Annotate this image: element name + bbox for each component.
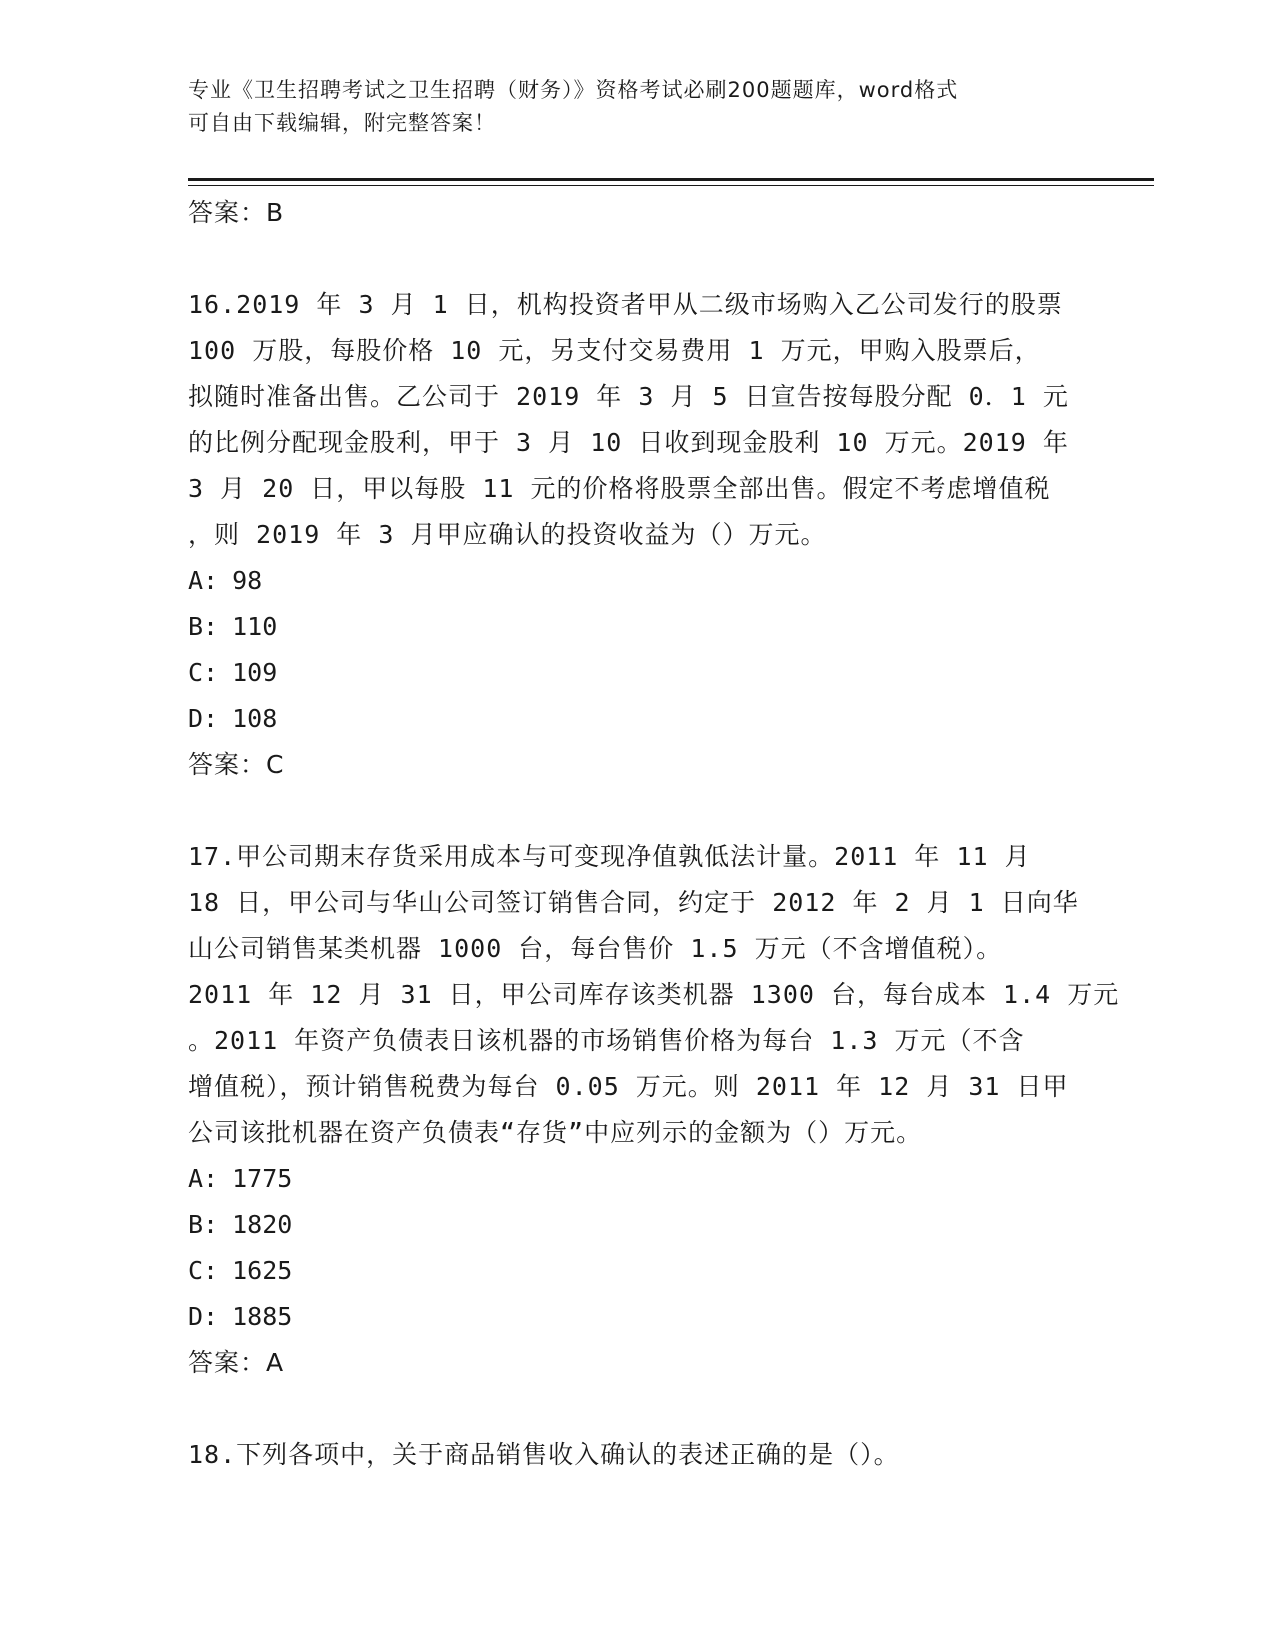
option-value: 1625 bbox=[232, 1256, 293, 1285]
option-value: 1775 bbox=[232, 1164, 293, 1193]
header-divider-thick bbox=[188, 178, 1154, 181]
question-stem-line: 16.2019 年 3 月 1 日，机构投资者甲从二级市场购入乙公司发行的股票 bbox=[188, 290, 1063, 319]
header-line-2: 可自由下载编辑，附完整答案！ bbox=[188, 111, 496, 135]
question-stem-line: ，则 2019 年 3 月甲应确认的投资收益为（）万元。 bbox=[188, 520, 827, 549]
question-stem-line: 3 月 20 日，甲以每股 11 元的价格将股票全部出售。假定不考虑增值税 bbox=[188, 474, 1051, 503]
option-key: C: bbox=[188, 1256, 219, 1285]
spacer bbox=[188, 1386, 1088, 1432]
question-answer: 答案：C bbox=[188, 750, 285, 779]
option-d bbox=[188, 696, 1088, 742]
option-value: 110 bbox=[232, 612, 278, 641]
option-key: B: bbox=[188, 1210, 219, 1239]
question-stem-line: 18 日，甲公司与华山公司签订销售合同，约定于 2012 年 2 月 1 日向华 bbox=[188, 888, 1079, 917]
header-divider-thin bbox=[188, 185, 1154, 186]
spacer bbox=[188, 236, 1088, 282]
question-stem-line: 。2011 年资产负债表日该机器的市场销售价格为每台 1.3 万元（不含 bbox=[188, 1026, 1025, 1055]
question-16 bbox=[188, 282, 1088, 788]
option-key: A: bbox=[188, 1164, 219, 1193]
question-18 bbox=[188, 1432, 1088, 1478]
question-stem-line: 17.甲公司期末存货采用成本与可变现净值孰低法计量。2011 年 11 月 bbox=[188, 842, 1031, 871]
option-b bbox=[188, 604, 1088, 650]
question-17 bbox=[188, 834, 1120, 1386]
option-key: B: bbox=[188, 612, 219, 641]
option-a bbox=[188, 1156, 1088, 1202]
question-stem-line: 公司该批机器在资产负债表“存货”中应列示的金额为（）万元。 bbox=[188, 1118, 923, 1147]
option-value: 1820 bbox=[232, 1210, 293, 1239]
option-a bbox=[188, 558, 1088, 604]
option-value: 1885 bbox=[232, 1302, 293, 1331]
question-stem-line: 山公司销售某类机器 1000 台，每台售价 1.5 万元（不含增值税）。 bbox=[188, 934, 1003, 963]
option-c bbox=[188, 650, 1088, 696]
option-value: 108 bbox=[232, 704, 278, 733]
header-line-1: 专业《卫生招聘考试之卫生招聘（财务）》资格考试必刷200题题库，word格式 bbox=[188, 78, 959, 102]
question-stem-line: 2011 年 12 月 31 日，甲公司库存该类机器 1300 台，每台成本 1.4 万元 bbox=[188, 980, 1120, 1009]
option-key: D: bbox=[188, 704, 219, 733]
option-value: 109 bbox=[232, 658, 278, 687]
option-b bbox=[188, 1202, 1088, 1248]
option-c bbox=[188, 1248, 1088, 1294]
document-header bbox=[188, 74, 1088, 140]
option-d bbox=[188, 1294, 1088, 1340]
question-stem-line: 100 万股，每股价格 10 元，另支付交易费用 1 万元，甲购入股票后， bbox=[188, 336, 1041, 365]
option-key: A: bbox=[188, 566, 219, 595]
question-answer: 答案：A bbox=[188, 1348, 285, 1377]
option-value: 98 bbox=[232, 566, 263, 595]
question-stem-line: 18.下列各项中，关于商品销售收入确认的表述正确的是（）。 bbox=[188, 1440, 900, 1469]
document-body bbox=[188, 190, 1120, 1478]
question-stem-line: 增值税），预计销售税费为每台 0.05 万元。则 2011 年 12 月 31 日甲 bbox=[188, 1072, 1069, 1101]
question-stem-line: 的比例分配现金股利，甲于 3 月 10 日收到现金股利 10 万元。2019 年 bbox=[188, 428, 1069, 457]
question-stem-line: 拟随时准备出售。乙公司于 2019 年 3 月 5 日宣告按每股分配 0．1 元 bbox=[188, 382, 1069, 411]
option-key: C: bbox=[188, 658, 219, 687]
option-key: D: bbox=[188, 1302, 219, 1331]
spacer bbox=[188, 788, 1088, 834]
previous-answer: 答案：B bbox=[188, 198, 285, 227]
